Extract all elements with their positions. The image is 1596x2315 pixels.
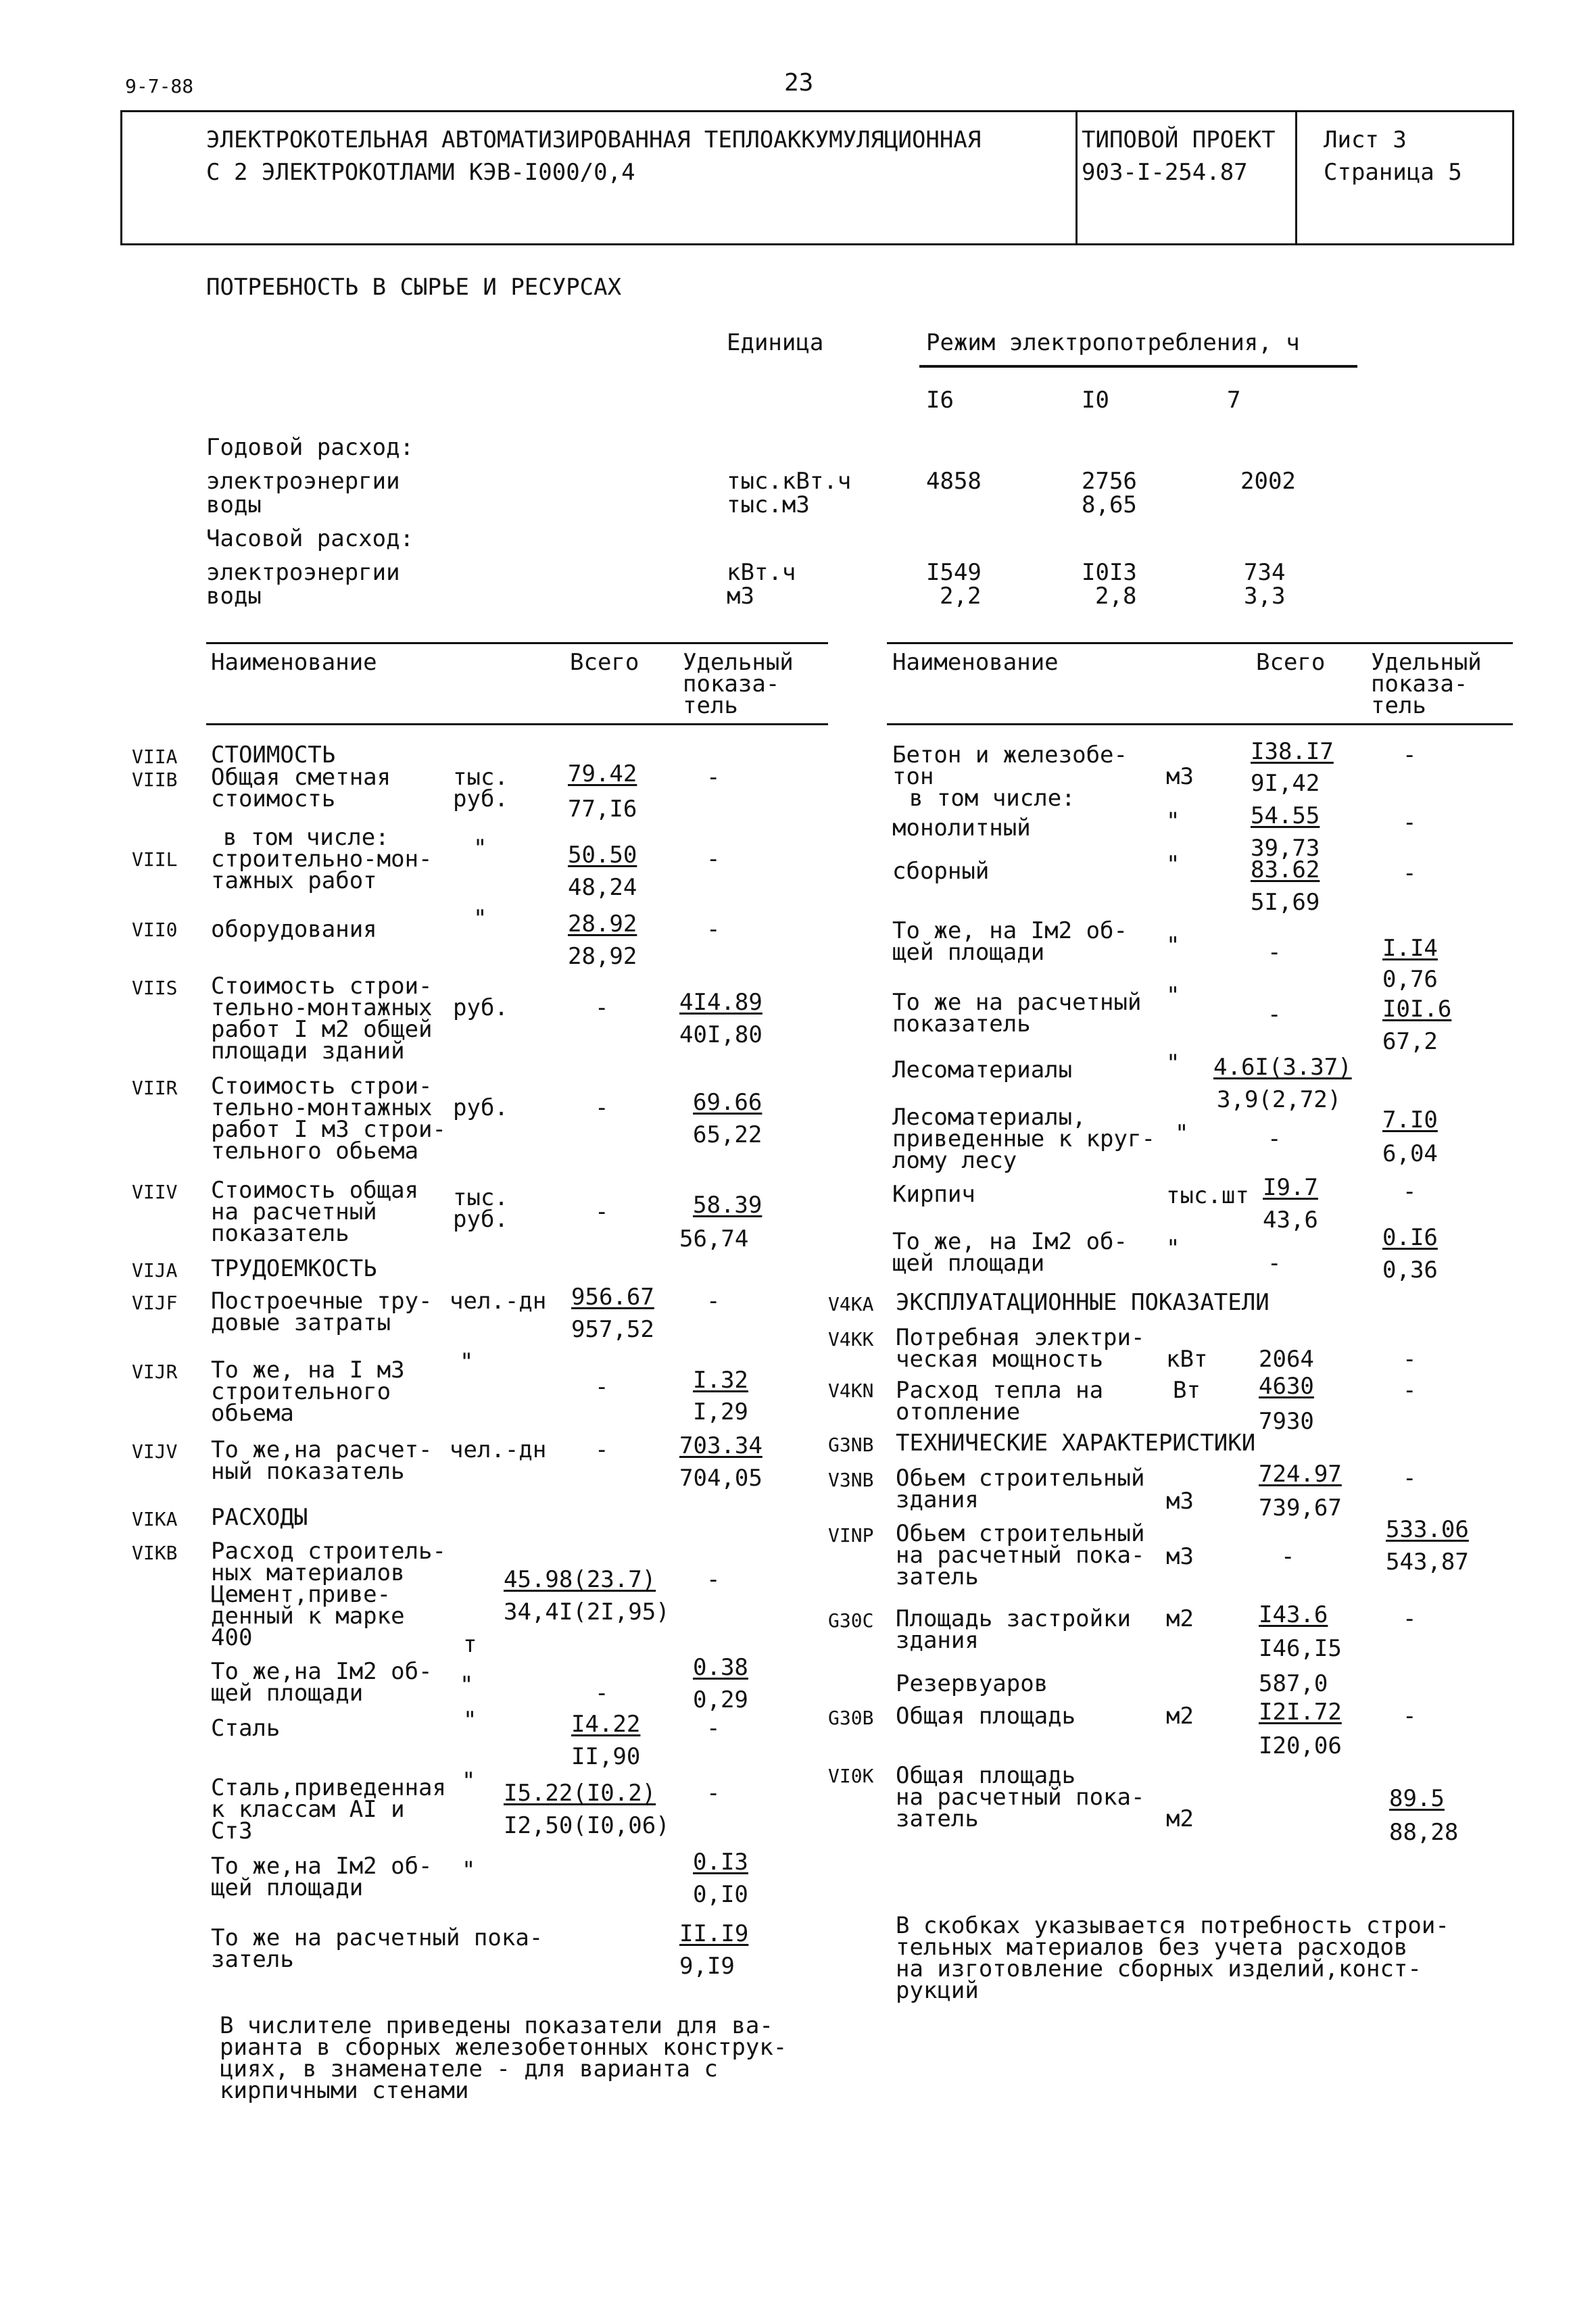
prefab-den: 5I,69	[1251, 889, 1320, 916]
conc-m2-den: 0,76	[1382, 966, 1438, 993]
cost-heading: СТОИМОСТЬ	[211, 741, 336, 769]
vol-den: 739,67	[1259, 1494, 1342, 1521]
cost-calc-label-3: показатель	[211, 1220, 349, 1247]
cement-unit: т	[463, 1631, 477, 1658]
cem-m2-label-2: щей площади	[211, 1680, 364, 1707]
wood-r-label-1: Лесоматериалы,	[892, 1104, 1086, 1131]
concrete-spec: -	[1403, 741, 1417, 769]
conc-m2-total: -	[1267, 939, 1282, 966]
code-vikb: VIKB	[132, 1542, 178, 1564]
labor-spec: -	[706, 1288, 721, 1315]
concrete-label-1: Бетон и железобе-	[892, 741, 1128, 769]
area-den: I46,I5	[1259, 1635, 1342, 1662]
conc-m2-unit: "	[1166, 932, 1180, 959]
annual-water-unit: тыс.м3	[727, 491, 810, 518]
steel-num: I4.22	[571, 1711, 641, 1738]
hourly-label: Часовой расход:	[206, 525, 414, 552]
brick-label: Кирпич	[892, 1181, 975, 1208]
op-heading: ЭКСПЛУАТАЦИОННЫЕ ПОКАЗАТЕЛИ	[896, 1289, 1269, 1316]
code-vijf: VIJF	[132, 1292, 178, 1314]
code-viil: VIIL	[132, 848, 178, 871]
code-viib: VIIB	[132, 769, 178, 791]
area-unit: м2	[1166, 1605, 1194, 1632]
project-label: ТИПОВОЙ ПРОЕКТ	[1082, 126, 1276, 153]
mono-spec: -	[1403, 809, 1417, 836]
conc-calc-num: I0I.6	[1382, 996, 1452, 1023]
total-cost-label-2: стоимость	[211, 785, 336, 812]
cost-m3-den: 65,22	[693, 1121, 763, 1148]
total-area-spec: -	[1403, 1703, 1417, 1730]
cost-m3-label-2: тельно-монтажных	[211, 1094, 433, 1121]
brick-m2-total: -	[1267, 1250, 1282, 1277]
heat-label-1: Расход тепла на	[896, 1377, 1104, 1404]
prefab-unit: "	[1166, 851, 1180, 878]
labor-m3-label-3: обьема	[211, 1400, 294, 1427]
cost-calc-label-2: на расчетный	[211, 1198, 377, 1225]
conc-calc-den: 67,2	[1382, 1028, 1438, 1055]
right-note-3: на изготовление сборных изделий,конст-	[896, 1955, 1422, 1982]
conc-m2-label-1: То же, на Iм2 об-	[892, 917, 1128, 944]
total-cost-den: 77,I6	[568, 796, 637, 823]
prefab-num: 83.62	[1251, 856, 1320, 883]
right-header-specific-2: показа-	[1371, 671, 1468, 698]
labor-m3-label-2: строительного	[211, 1378, 391, 1405]
reservoirs-value: 587,0	[1259, 1670, 1328, 1697]
hourly-electric-label: электроэнергии	[206, 559, 400, 586]
area-calc-label-1: Общая площадь	[896, 1762, 1076, 1789]
labor-den: 957,52	[571, 1316, 654, 1343]
annual-electric-7: 2002	[1240, 468, 1296, 495]
wood-den: 3,9(2,72)	[1217, 1086, 1342, 1113]
cost-calc-label-1: Стоимость общая	[211, 1177, 419, 1204]
equip-num: 28.92	[568, 910, 637, 937]
code-vinp: VINP	[828, 1524, 874, 1546]
area-calc-label-2: на расчетный пока-	[896, 1784, 1145, 1811]
heat-unit: Вт	[1173, 1377, 1201, 1404]
vol-label-2: здания	[896, 1486, 979, 1513]
cost-m2-den: 40I,80	[679, 1021, 763, 1048]
right-note-4: рукций	[896, 1977, 979, 2004]
left-note-1: В числителе приведены показатели для ва-	[220, 2012, 773, 2039]
brick-m2-unit: "	[1166, 1235, 1180, 1262]
vol-unit: м3	[1166, 1488, 1194, 1515]
brick-den: 43,6	[1263, 1207, 1318, 1234]
total-area-unit: м2	[1166, 1703, 1194, 1730]
concrete-label-2: тон	[892, 763, 934, 790]
resources-heading: ПОТРЕБНОСТЬ В СЫРЬЕ И РЕСУРСАХ	[206, 274, 622, 301]
mono-den: 39,73	[1251, 835, 1320, 862]
mono-label: монолитный	[892, 814, 1031, 842]
steel-calc-num: II.I9	[679, 1920, 749, 1947]
left-header-name: Наименование	[211, 649, 377, 676]
code-viok: VI0K	[828, 1765, 874, 1787]
labor-calc-total: -	[595, 1436, 609, 1463]
cost-calc-den: 56,74	[679, 1225, 749, 1252]
wood-r-num: 7.I0	[1382, 1106, 1438, 1134]
conc-calc-unit: "	[1166, 982, 1180, 1009]
equip-unit: "	[473, 905, 487, 932]
vol-calc-den: 543,87	[1386, 1549, 1469, 1576]
vol-calc-total: -	[1281, 1543, 1295, 1570]
cost-m3-label-1: Стоимость строи-	[211, 1073, 433, 1100]
wood-r-unit: "	[1175, 1120, 1189, 1147]
steel-r-label-1: Сталь,приведенная	[211, 1774, 446, 1801]
heat-num: 4630	[1259, 1373, 1314, 1400]
steel-calc-den: 9,I9	[679, 1953, 735, 1980]
code-vija: VIJA	[132, 1259, 178, 1282]
area-spec: -	[1403, 1605, 1417, 1632]
cons-heading: РАСХОДЫ	[211, 1504, 308, 1531]
steel-m2-num: 0.I3	[693, 1849, 748, 1876]
total-cost-spec: -	[706, 764, 721, 791]
vol-num: 724.97	[1259, 1461, 1342, 1488]
right-header-total: Всего	[1256, 649, 1326, 676]
cost-m2-num: 4I4.89	[679, 989, 763, 1016]
steel-r-num: I5.22(I0.2)	[504, 1780, 656, 1807]
smr-den: 48,24	[568, 874, 637, 901]
steel-m2-den: 0,I0	[693, 1881, 748, 1908]
right-note-2: тельных материалов без учета расходов	[896, 1934, 1408, 1961]
total-cost-num: 79.42	[568, 760, 637, 787]
steel-r-label-3: Ст3	[211, 1818, 253, 1845]
cem-m2-total: -	[595, 1680, 609, 1707]
steel-r-label-2: к классам АI и	[211, 1796, 405, 1823]
code-viir: VIIR	[132, 1077, 178, 1099]
code-v4kn: V4KN	[828, 1380, 874, 1402]
unit-header: Единица	[727, 329, 824, 356]
brick-m2-label-1: То же, на Iм2 об-	[892, 1228, 1128, 1255]
cost-m3-label-4: тельного обьема	[211, 1138, 419, 1165]
annual-electric-16: 4858	[926, 468, 982, 495]
mat-label-2: ных материалов	[211, 1559, 405, 1586]
mat-label-1: Расход строитель-	[211, 1538, 446, 1565]
mode-7: 7	[1227, 387, 1241, 414]
annual-label: Годовой расход:	[206, 434, 414, 461]
code-g3oc: G30C	[828, 1609, 874, 1632]
labor-m3-total: -	[595, 1373, 609, 1400]
vol-label-1: Обьем строительный	[896, 1465, 1145, 1492]
code-v4kk: V4KK	[828, 1328, 874, 1350]
labor-unit: чел.-дн	[450, 1288, 547, 1315]
wood-r-label-3: лому лесу	[892, 1147, 1017, 1174]
area-label-1: Площадь застройки	[896, 1605, 1131, 1632]
hourly-electric-unit: кВт.ч	[727, 559, 796, 586]
vol-calc-label-2: на расчетный пока-	[896, 1542, 1145, 1569]
vol-calc-unit: м3	[1166, 1543, 1194, 1570]
code-viiv: VIIV	[132, 1181, 178, 1203]
hourly-electric-16: I549	[926, 559, 982, 586]
labor-calc-label-1: То же,на расчет-	[211, 1436, 433, 1463]
cost-m2-label-1: Стоимость строи-	[211, 973, 433, 1000]
code-v4ka: V4KA	[828, 1293, 874, 1315]
cost-calc-total: -	[595, 1198, 609, 1225]
reservoirs-label: Резервуаров	[896, 1670, 1048, 1697]
power-label-1: Потребная электри-	[896, 1324, 1145, 1351]
heat-den: 7930	[1259, 1408, 1314, 1435]
labor-calc-num: 703.34	[679, 1432, 763, 1459]
equip-den: 28,92	[568, 943, 637, 970]
hourly-water-16: 2,2	[940, 583, 982, 610]
labor-label-1: Построечные тру-	[211, 1288, 433, 1315]
right-note-1: В скобках указывается потребность строи-	[896, 1912, 1449, 1939]
hourly-water-10: 2,8	[1095, 583, 1137, 610]
smr-spec: -	[706, 846, 721, 873]
left-header-specific-3: тель	[683, 692, 738, 719]
steel-calc-label-2: затель	[211, 1946, 294, 1973]
mat-label-4: денный к марке	[211, 1603, 405, 1630]
code-viio: VII0	[132, 919, 178, 941]
vol-calc-label-3: затель	[896, 1563, 979, 1590]
conc-calc-label-2: показатель	[892, 1010, 1031, 1038]
brick-m2-num: 0.I6	[1382, 1224, 1438, 1251]
wood-num: 4.6I(3.37)	[1213, 1054, 1352, 1081]
area-calc-unit: м2	[1166, 1805, 1194, 1832]
title-line-1: ЭЛЕКТРОКОТЕЛЬНАЯ АВТОМАТИЗИРОВАННАЯ ТЕПЛОАККУМУЛЯЦИОННАЯ	[206, 126, 982, 153]
steel-unit: "	[463, 1707, 477, 1734]
page-number: 23	[784, 69, 814, 97]
code-vijv: VIJV	[132, 1440, 178, 1463]
wood-r-total: -	[1267, 1125, 1282, 1152]
brick-m2-label-2: щей площади	[892, 1250, 1045, 1277]
annual-water-label: воды	[206, 491, 262, 518]
cost-m2-label-2: тельно-монтажных	[211, 994, 433, 1021]
total-area-num: I2I.72	[1259, 1699, 1342, 1726]
mono-num: 54.55	[1251, 802, 1320, 829]
annual-electric-10: 2756	[1082, 468, 1137, 495]
smr-label-1: строительно-мон-	[211, 846, 433, 873]
cost-m3-label-3: работ I м3 строи-	[211, 1116, 446, 1143]
steel-r-spec: -	[706, 1780, 721, 1807]
left-header-specific-2: показа-	[683, 671, 780, 698]
power-value: 2064	[1259, 1346, 1314, 1373]
concrete-den: 9I,42	[1251, 770, 1320, 797]
steel-m2-label-2: щей площади	[211, 1874, 364, 1901]
right-header-specific-1: Удельный	[1371, 649, 1482, 676]
hourly-water-unit: м3	[727, 583, 754, 610]
total-area-den: I20,06	[1259, 1732, 1342, 1759]
code-g3ob: G30B	[828, 1707, 874, 1729]
total-cost-label-1: Общая сметная	[211, 764, 391, 791]
power-spec: -	[1403, 1346, 1417, 1373]
left-note-2: рианта в сборных железобетонных конструк-	[220, 2034, 788, 2061]
vol-calc-label-1: Обьем строительный	[896, 1520, 1145, 1547]
page-label: Страница 5	[1324, 159, 1462, 186]
cem-m2-label-1: То же,на Iм2 об-	[211, 1658, 433, 1685]
wood-unit: "	[1166, 1050, 1180, 1077]
area-calc-den: 88,28	[1389, 1819, 1459, 1846]
code-viia: VIIA	[132, 746, 178, 768]
prefab-spec: -	[1403, 860, 1417, 887]
code-v3nb: V3NB	[828, 1469, 874, 1491]
steel-label: Сталь	[211, 1715, 281, 1742]
prefab-label: сборный	[892, 858, 990, 885]
title-line-2: С 2 ЭЛЕКТРОКОТЛАМИ КЭВ-I000/0,4	[206, 159, 635, 186]
wood-r-label-2: приведенные к круг-	[892, 1125, 1155, 1152]
smr-num: 50.50	[568, 842, 637, 869]
mode-16: I6	[926, 387, 954, 414]
cement-den: 34,4I(2I,95)	[504, 1599, 670, 1626]
labor-calc-unit: чел.-дн	[450, 1436, 547, 1463]
total-cost-unit-1: тыс.	[453, 764, 508, 791]
heat-label-2: отопление	[896, 1398, 1021, 1425]
cost-m3-unit: руб.	[453, 1094, 508, 1121]
conc-m2-num: I.I4	[1382, 935, 1438, 962]
steel-den: II,90	[571, 1743, 641, 1770]
steel-r-unit: "	[462, 1768, 476, 1795]
smr-unit: "	[473, 835, 487, 862]
code-vika: VIKA	[132, 1508, 178, 1530]
steel-m2-label-1: То же,на Iм2 об-	[211, 1853, 433, 1880]
tech-heading: ТЕХНИЧЕСКИЕ ХАРАКТЕРИСТИКИ	[896, 1430, 1256, 1457]
area-calc-num: 89.5	[1389, 1785, 1445, 1812]
conc-calc-total: -	[1267, 1001, 1282, 1028]
steel-calc-label-1: То же на расчетный пока-	[211, 1924, 543, 1951]
conc-m2-label-2: щей площади	[892, 939, 1045, 966]
brick-num: I9.7	[1263, 1174, 1318, 1201]
cost-calc-unit-1: тыс.	[453, 1184, 508, 1211]
wood-r-den: 6,04	[1382, 1140, 1438, 1167]
mono-unit: "	[1166, 808, 1180, 835]
cem-m2-den: 0,29	[693, 1686, 748, 1713]
vol-calc-num: 533.06	[1386, 1516, 1469, 1543]
incl-label-right: в том числе:	[909, 785, 1075, 812]
hourly-electric-7: 734	[1244, 559, 1286, 586]
steel-r-den: I2,50(I0,06)	[504, 1812, 670, 1839]
vol-spec: -	[1403, 1465, 1417, 1492]
labor-m3-num: I.32	[693, 1367, 748, 1394]
labor-calc-label-2: ный показатель	[211, 1458, 405, 1485]
mode-header: Режим электропотребления, ч	[926, 329, 1300, 356]
smr-label-2: тажных работ	[211, 867, 377, 894]
steel-m2-unit: "	[462, 1857, 476, 1884]
code-g3nb: G3NB	[828, 1434, 874, 1456]
cost-m2-label-3: работ I м2 общей	[211, 1016, 433, 1043]
left-header-total: Всего	[570, 649, 639, 676]
code-vijr: VIJR	[132, 1361, 178, 1383]
total-cost-unit-2: руб.	[453, 785, 508, 812]
power-unit: кВт	[1166, 1346, 1208, 1373]
concrete-unit: м3	[1166, 763, 1194, 790]
cost-calc-unit-2: руб.	[453, 1206, 508, 1233]
labor-num: 956.67	[571, 1284, 654, 1311]
cem-m2-num: 0.38	[693, 1654, 748, 1681]
cost-m2-unit: руб.	[453, 994, 508, 1021]
hourly-water-label: воды	[206, 583, 262, 610]
labor-calc-den: 704,05	[679, 1465, 763, 1492]
cement-spec: -	[706, 1566, 721, 1593]
left-note-4: кирпичными стенами	[220, 2077, 469, 2104]
left-note-3: циях, в знаменателе - для варианта с	[220, 2055, 718, 2082]
brick-unit: тыс.шт	[1166, 1182, 1249, 1209]
heat-spec: -	[1403, 1377, 1417, 1404]
labor-label-2: довые затраты	[211, 1309, 391, 1336]
annual-electric-unit: тыс.кВт.ч	[727, 468, 852, 495]
equip-spec: -	[706, 916, 721, 943]
document-code: 9-7-88	[125, 75, 194, 97]
cost-m2-label-4: площади зданий	[211, 1038, 405, 1065]
cem-m2-unit: "	[460, 1672, 474, 1699]
area-label-2: здания	[896, 1627, 979, 1654]
hourly-water-7: 3,3	[1244, 583, 1286, 610]
cost-calc-num: 58.39	[693, 1192, 763, 1219]
annual-electric-label: электроэнергии	[206, 468, 400, 495]
cement-num: 45.98(23.7)	[504, 1566, 656, 1593]
labor-m3-den: I,29	[693, 1398, 748, 1425]
hourly-electric-10: I0I3	[1082, 559, 1137, 586]
annual-water-10: 8,65	[1082, 491, 1137, 518]
total-area-label: Общая площадь	[896, 1703, 1076, 1730]
cost-m3-num: 69.66	[693, 1089, 763, 1116]
cost-m2-total: -	[595, 994, 609, 1021]
left-header-specific-1: Удельный	[683, 649, 794, 676]
labor-m3-unit: "	[460, 1348, 474, 1375]
mat-label-5: 400	[211, 1624, 253, 1651]
mode-10: I0	[1082, 387, 1109, 414]
brick-spec: -	[1403, 1178, 1417, 1205]
project-number: 903-I-254.87	[1082, 159, 1248, 186]
steel-spec: -	[706, 1715, 721, 1742]
brick-m2-den: 0,36	[1382, 1257, 1438, 1284]
area-num: I43.6	[1259, 1601, 1328, 1628]
labor-heading: ТРУДОЕМКОСТЬ	[211, 1255, 377, 1282]
power-label-2: ческая мощность	[896, 1346, 1104, 1373]
right-header-specific-3: тель	[1371, 692, 1426, 719]
incl-label-left: в том числе:	[223, 824, 389, 851]
concrete-num: I38.I7	[1251, 738, 1334, 765]
equip-label: оборудования	[211, 916, 377, 943]
labor-m3-label-1: То же, на I м3	[211, 1357, 405, 1384]
right-header-name: Наименование	[892, 649, 1059, 676]
sheet-label: Лист 3	[1324, 126, 1407, 153]
wood-label: Лесоматериалы	[892, 1056, 1073, 1083]
code-viis: VIIS	[132, 977, 178, 999]
conc-calc-label-1: То же на расчетный	[892, 989, 1142, 1016]
cost-m3-total: -	[595, 1094, 609, 1121]
mat-label-3: Цемент,приве-	[211, 1581, 391, 1608]
area-calc-label-3: затель	[896, 1805, 979, 1832]
